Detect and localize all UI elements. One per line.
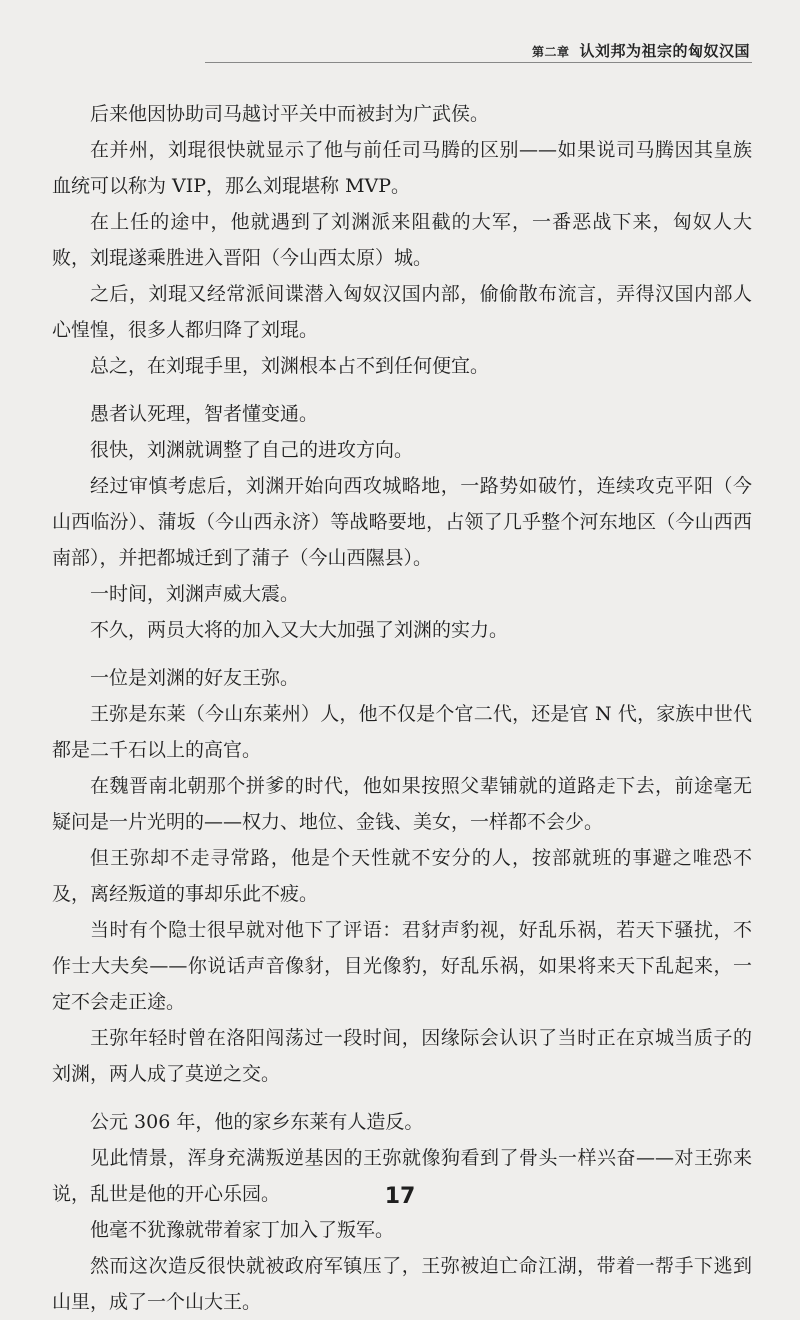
paragraph: 但王弥却不走寻常路，他是个天性就不安分的人，按部就班的事避之唯恐不及，离经叛道的事却乐此不疲。: [52, 847, 752, 905]
body-text: [52, 96, 752, 1320]
paragraph: 不久，两员大将的加入又大大加强了刘渊的实力。: [90, 619, 509, 641]
paragraph: 他毫不犹豫就带着家丁加入了叛军。: [90, 1219, 395, 1241]
paragraph: 见此情景，浑身充满叛逆基因的王弥就像狗看到了骨头一样兴奋——对王弥来说，乱世是他的开心乐园。: [52, 1147, 752, 1205]
paragraph: 王弥是东莱（今山东莱州）人，他不仅是个官二代，还是官 N 代，家族中世代都是二千石以上的高官。: [52, 703, 752, 761]
paragraph: 当时有个隐士很早就对他下了评语：君豺声豹视，好乱乐祸，若天下骚扰，不作士大夫矣——你说话声音像豺，目光像豹，好乱乐祸，如果将来天下乱起来，一定不会走正途。: [52, 919, 752, 1013]
paragraph: 一时间，刘渊声威大震。: [90, 583, 300, 605]
paragraph: 后来他因协助司马越讨平关中而被封为广武侯。: [90, 103, 490, 125]
paragraph: 之后，刘琨又经常派间谍潜入匈奴汉国内部，偷偷散布流言，弄得汉国内部人心惶惶，很多人都归降了刘琨。: [52, 283, 752, 341]
paragraph: 总之，在刘琨手里，刘渊根本占不到任何便宜。: [90, 355, 490, 377]
chapter-title: 认刘邦为祖宗的匈奴汉国: [579, 42, 750, 60]
paragraph: 很快，刘渊就调整了自己的进攻方向。: [90, 439, 414, 461]
paragraph: 在并州，刘琨很快就显示了他与前任司马腾的区别——如果说司马腾因其皇族血统可以称为 VIP，那么刘琨堪称 MVP。: [52, 139, 752, 197]
paragraph: 然而这次造反很快就被政府军镇压了，王弥被迫亡命江湖，带着一帮手下逃到山里，成了一个山大王。: [52, 1255, 752, 1313]
paragraph: 在上任的途中，他就遇到了刘渊派来阻截的大军，一番恶战下来，匈奴人大败，刘琨遂乘胜进入晋阳（今山西太原）城。: [52, 211, 752, 269]
paragraph: 在魏晋南北朝那个拼爹的时代，他如果按照父辈铺就的道路走下去，前途毫无疑问是一片光明的——权力、地位、金钱、美女，一样都不会少。: [52, 775, 752, 833]
running-header: [532, 40, 750, 61]
paragraph: 王弥年轻时曾在洛阳闯荡过一段时间，因缘际会认识了当时正在京城当质子的刘渊，两人成了莫逆之交。: [52, 1027, 752, 1085]
paragraph: 公元 306 年，他的家乡东莱有人造反。: [90, 1111, 424, 1133]
paragraph: 愚者认死理，智者懂变通。: [90, 403, 319, 425]
chapter-label: 第二章: [531, 45, 570, 59]
paragraph: 经过审慎考虑后，刘渊开始向西攻城略地，一路势如破竹，连续攻克平阳（今山西临汾）、蒲坂（今山西永济）等战略要地，占领了几乎整个河东地区（今山西西南部），并把都城迁到了蒲子（今山西隰县）。: [52, 475, 752, 569]
header-rule: [205, 62, 752, 63]
paragraph: 一位是刘渊的好友王弥。: [90, 667, 300, 689]
page-number: 17: [384, 1184, 416, 1209]
